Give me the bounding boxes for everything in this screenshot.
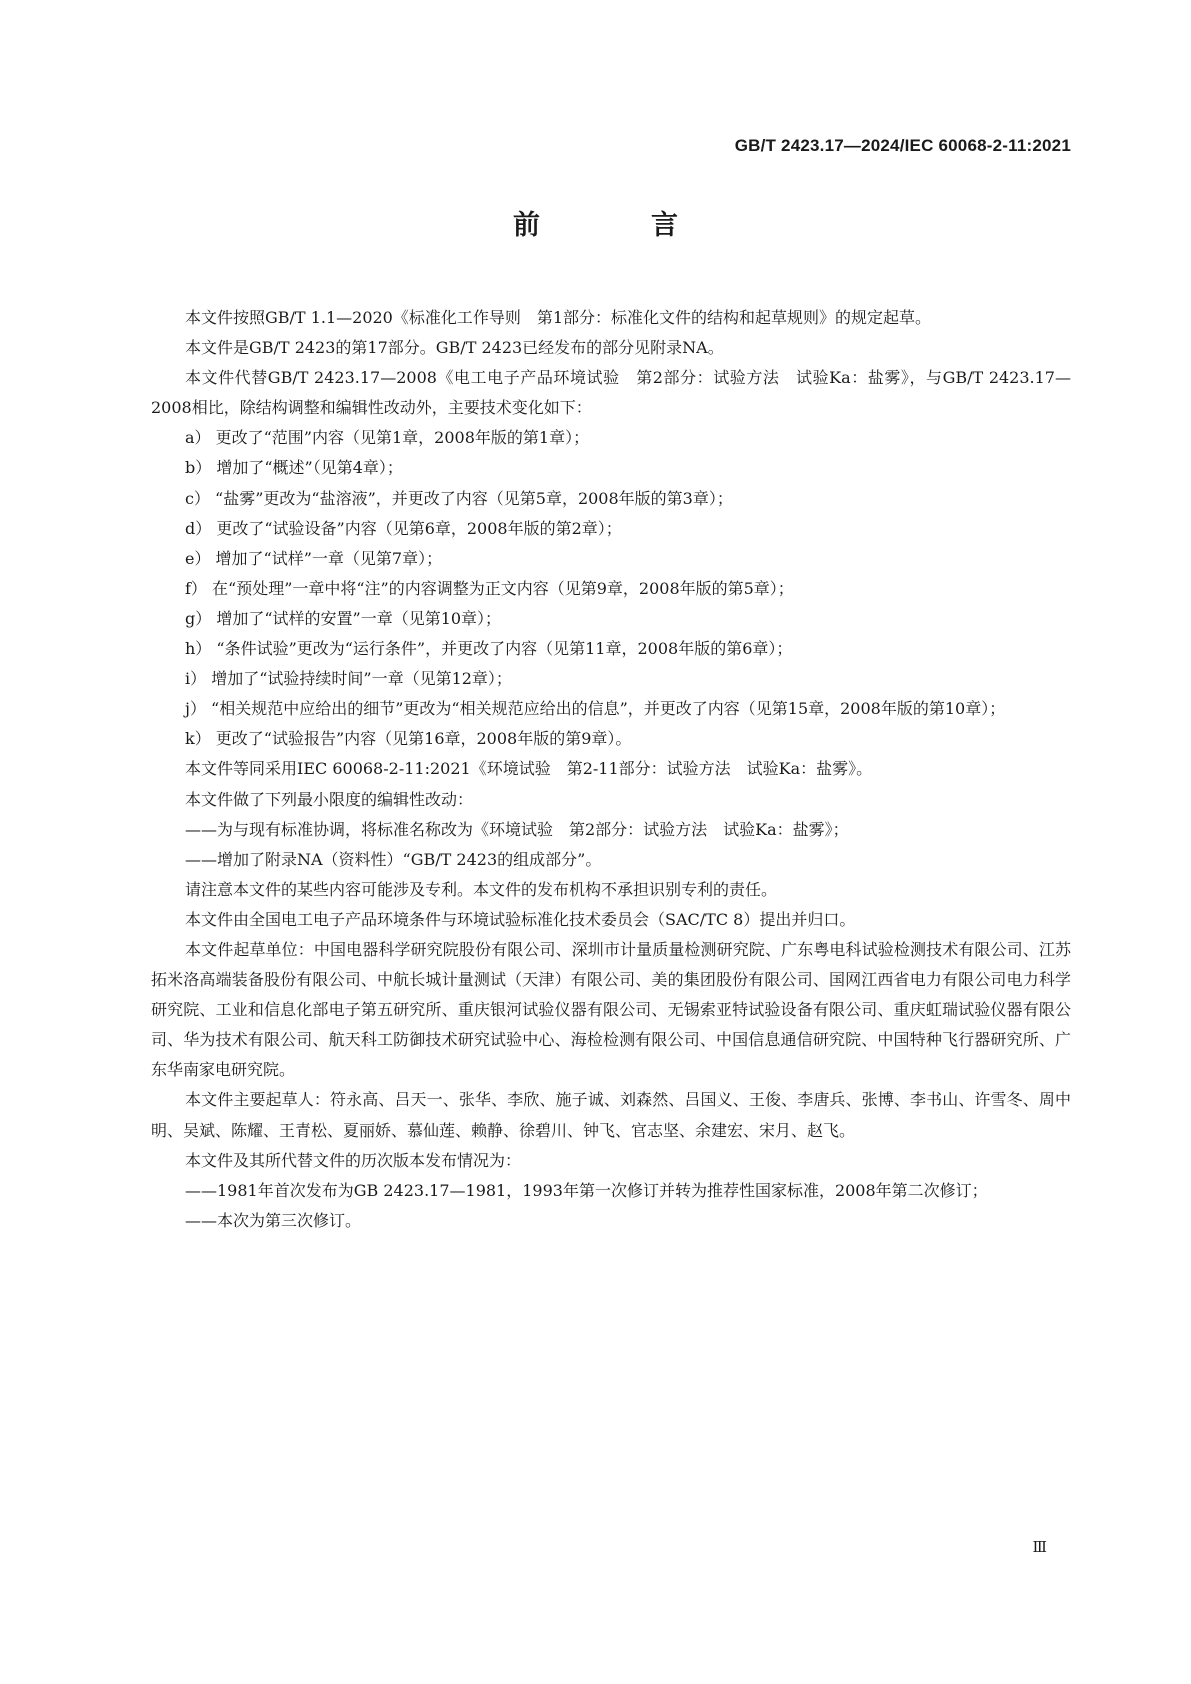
paragraph-editorial-changes: 本文件做了下列最小限度的编辑性改动： xyxy=(185,789,474,809)
paragraph-drafting-rules: 本文件按照GB/T 1.1—2020《标准化工作导则 第1部分：标准化文件的结构和起草规则》的规定起草。 xyxy=(185,308,932,327)
list-item: k） 更改了“试验报告”内容（见第16章，2008年版的第9章）。 xyxy=(185,729,632,749)
foreword-body xyxy=(151,303,1071,1236)
paragraph-patent-notice: 请注意本文件的某些内容可能涉及专利。本文件的发布机构不承担识别专利的责任。 xyxy=(185,879,778,899)
list-item: i） 增加了“试验持续时间”一章（见第12章）； xyxy=(185,669,512,689)
paragraph-history: 本文件及其所代替文件的历次版本发布情况为： xyxy=(185,1150,522,1170)
page-number: Ⅲ xyxy=(1032,1538,1047,1556)
paragraph-drafters: 本文件主要起草人：符永高、吕天一、张华、李欣、施子诚、刘森然、吕国义、王俊、李唐兵、张博、李书山、许雪冬、周中明、吴斌、陈耀、王青松、夏丽娇、慕仙莲、赖静、徐碧川、钟飞、官志坚、余建宏、宋月、赵飞。 xyxy=(151,1090,1071,1140)
standard-code: GB/T 2423.17—2024/IEC 60068-2-11:2021 xyxy=(734,136,1071,155)
dash-item: ——增加了附录NA（资料性）“GB/T 2423的组成部分”。 xyxy=(185,849,602,869)
list-item: g） 增加了“试样的安置”一章（见第10章）； xyxy=(185,608,502,628)
list-item: c） “盐雾”更改为“盐溶液”，并更改了内容（见第5章，2008年版的第3章）； xyxy=(185,488,733,508)
list-item: f） 在“预处理”一章中将“注”的内容调整为正文内容（见第9章，2008年版的第5章）； xyxy=(185,578,794,598)
dash-item: ——为与现有标准协调，将标准名称改为《环境试验 第2部分：试验方法 试验Ka：盐雾》； xyxy=(185,819,849,839)
paragraph-replacement: 本文件代替GB/T 2423.17—2008《电工电子产品环境试验 第2部分：试验方法 试验Ka：盐雾》，与GB/T 2423.17—2008相比，除结构调整和编辑性改动外，主要技术变化如下： xyxy=(151,368,1071,418)
dash-item: ——1981年首次发布为GB 2423.17—1981，1993年第一次修订并转为推荐性国家标准，2008年第二次修订； xyxy=(185,1180,988,1200)
list-item: b） 增加了“概述”（见第4章）； xyxy=(185,458,403,478)
list-item: j） “相关规范中应给出的细节”更改为“相关规范应给出的信息”，并更改了内容（见第15章，2008年版的第10章）； xyxy=(185,699,1006,719)
paragraph-drafting-units: 本文件起草单位：中国电器科学研究院股份有限公司、深圳市计量质量检测研究院、广东粤电科试验检测技术有限公司、江苏拓米洛高端装备股份有限公司、中航长城计量测试（天津）有限公司、美的集团股份有限公司、国网江西省电力有限公司电力科学研究院、工业和信息化部电子第五研究所、重庆银河试验仪器有限公司、无锡索亚特试验设备有限公司、重庆虹瑞试验仪器有限公司、华为技术有限公司、航天科工防御技术研究试验中心、海检检测有限公司、中国信息通信研究院、中国特种飞行器研究所、广东华南家电研究院。 xyxy=(151,939,1071,1080)
paragraph-committee: 本文件由全国电工电子产品环境条件与环境试验标准化技术委员会（SAC/TC 8）提出并归口。 xyxy=(185,909,856,929)
list-item: e） 增加了“试样”一章（见第7章）； xyxy=(185,548,443,568)
list-item: a） 更改了“范围”内容（见第1章，2008年版的第1章）； xyxy=(185,428,590,448)
list-item: h） “条件试验”更改为“运行条件”，并更改了内容（见第11章，2008年版的第6章）； xyxy=(185,639,793,659)
paragraph-part-number: 本文件是GB/T 2423的第17部分。GB/T 2423已经发布的部分见附录NA。 xyxy=(185,338,724,358)
page-title: 前 言 xyxy=(513,210,720,241)
list-item: d） 更改了“试验设备”内容（见第6章，2008年版的第2章）； xyxy=(185,518,622,538)
dash-item: ——本次为第三次修订。 xyxy=(185,1210,362,1230)
paragraph-equivalence: 本文件等同采用IEC 60068-2-11:2021《环境试验 第2-11部分：试验方法 试验Ka：盐雾》。 xyxy=(185,759,873,779)
